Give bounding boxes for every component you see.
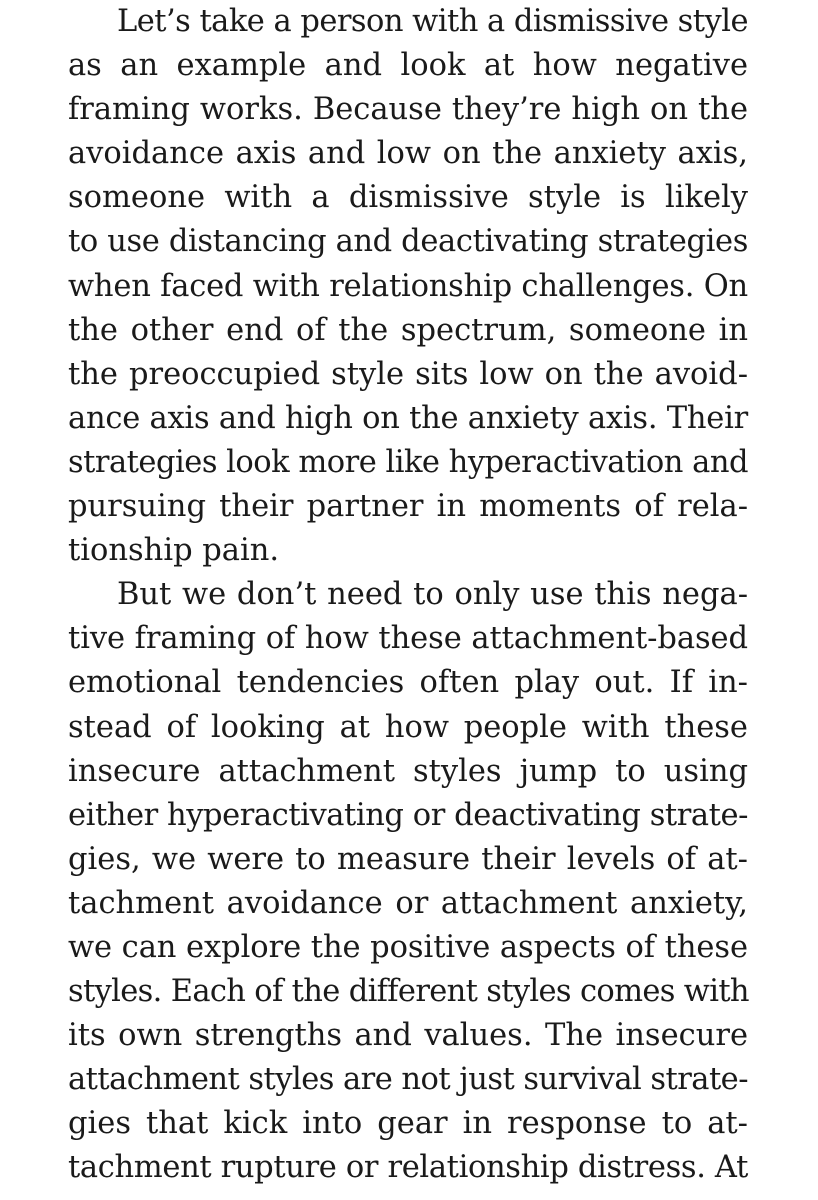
paragraph-2 [68,573,748,1190]
text-line: attachment styles are not just survival strate- [68,1062,748,1098]
text-line: we can explore the positive aspects of these [68,929,748,965]
text-line: tionship pain. [68,533,280,569]
text-line: insecure attachment styles jump to using [68,753,748,789]
body-text [68,0,748,1191]
text-line: to use distancing and deactivating strategies [68,224,748,260]
text-line: the preoccupied style sits low on the avoid- [68,356,748,392]
text-line: But we don’t need to only use this nega- [117,577,748,613]
text-line: styles. Each of the different styles comes with [68,974,749,1010]
text-line: tive framing of how these attachment-based [68,621,748,657]
text-line: either hyperactivating or deactivating strate- [68,797,748,833]
text-line: tachment avoidance or attachment anxiety, [68,885,748,921]
text-line: stead of looking at how people with these [68,709,748,745]
text-line: gies, we were to measure their levels of at- [68,841,748,877]
text-line: Let’s take a person with a dismissive style [117,4,748,39]
paragraph-1 [68,0,748,573]
text-line: as an example and look at how negative [68,48,748,84]
text-line: pursuing their partner in moments of rela- [68,489,748,525]
text-line: framing works. Because they’re high on the [68,92,748,128]
text-line: ance axis and high on the anxiety axis. Their [68,400,748,436]
text-line: emotional tendencies often play out. If in- [68,665,748,701]
text-line: someone with a dismissive style is likely [68,180,748,216]
text-line: when faced with relationship challenges. On [68,268,748,304]
text-line: avoidance axis and low on the anxiety axis, [68,136,748,172]
text-line: tachment rupture or relationship distress. At [68,1150,748,1186]
text-line: the other end of the spectrum, someone in [68,312,748,348]
text-line: its own strengths and values. The insecure [68,1018,748,1054]
text-line: gies that kick into gear in response to at- [68,1106,748,1142]
text-line: strategies look more like hyperactivation and [68,444,748,480]
